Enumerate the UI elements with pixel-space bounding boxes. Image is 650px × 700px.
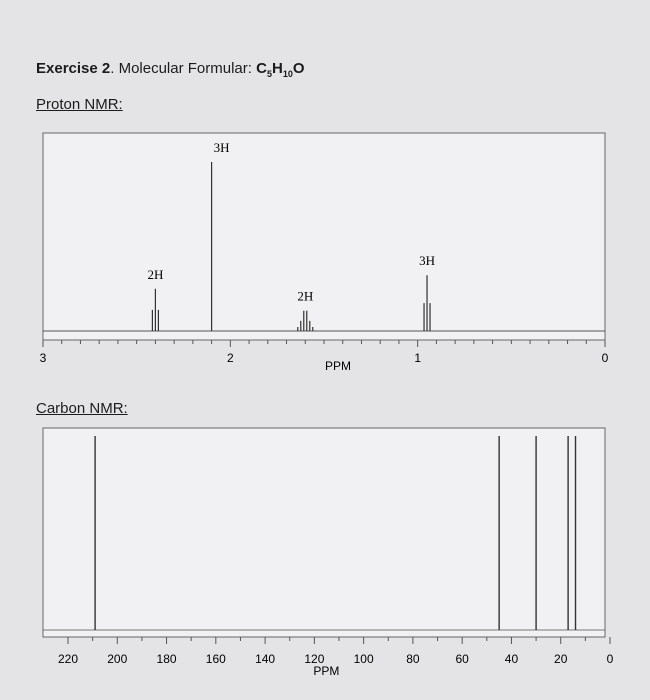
carbon-tick-label: 120 (304, 652, 325, 666)
carbon-tick-label: 0 (606, 652, 614, 666)
carbon-tick-label: 60 (455, 652, 469, 666)
proton-axis-label: PPM (324, 359, 352, 373)
carbon-plot-frame (43, 428, 605, 637)
proton-integration-label: 2H (147, 266, 164, 282)
carbon-tick-label: 160 (205, 652, 226, 666)
carbon-tick-label: 140 (255, 652, 276, 666)
proton-tick-label: 2 (226, 351, 234, 365)
formula-h-count: 10 (282, 69, 293, 79)
proton-integration-label: 3H (213, 140, 230, 155)
carbon-tick-label: 20 (554, 652, 568, 666)
carbon-tick-label: 220 (57, 652, 79, 666)
formula-prefix: . Molecular Formular: (110, 60, 257, 77)
carbon-nmr-label: Carbon NMR: (36, 400, 128, 417)
formula-o: O (292, 60, 305, 77)
carbon-tick-label: 180 (156, 652, 177, 666)
carbon-tick-label: 100 (353, 652, 374, 666)
formula-h: H (271, 60, 283, 77)
proton-nmr-label: Proton NMR: (36, 96, 123, 113)
exercise-label: Exercise 2 (36, 60, 111, 77)
formula-c: C (256, 60, 267, 77)
carbon-tick-label: 40 (504, 652, 519, 666)
proton-integration-label: 3H (419, 253, 435, 269)
proton-integration-label: 2H (297, 288, 314, 304)
carbon-tick-label: 200 (107, 652, 128, 666)
proton-tick-label: 1 (414, 351, 422, 365)
proton-tick-label: 0 (601, 351, 609, 365)
carbon-axis-label: PPM (313, 664, 340, 678)
carbon-tick-label: 80 (406, 652, 420, 666)
formula-c-count: 5 (266, 69, 272, 79)
proton-tick-label: 3 (39, 351, 47, 365)
